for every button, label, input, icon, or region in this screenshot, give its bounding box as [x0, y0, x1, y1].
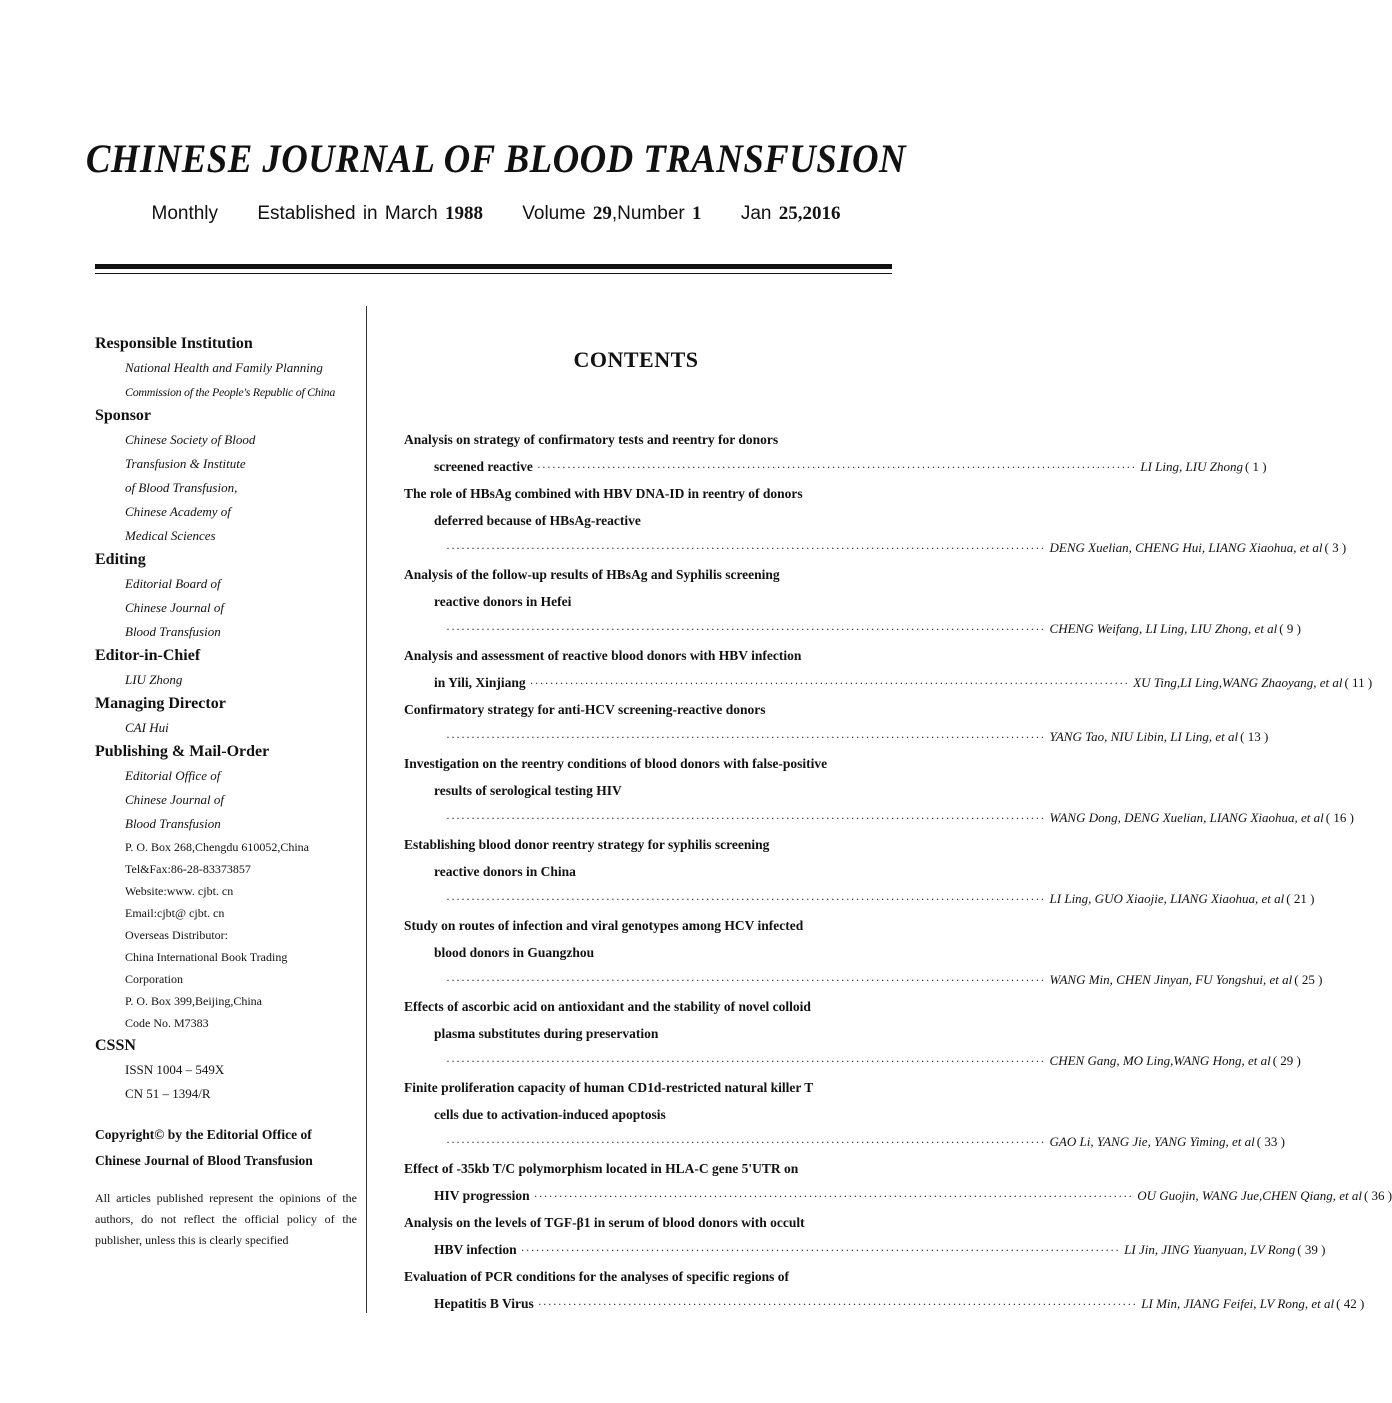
toc-title-line: Establishing blood donor reentry strategy for syphilis screening: [404, 837, 770, 852]
masthead-line: CN 51 – 1394/R: [125, 1086, 211, 1101]
toc-title-tail: HIV progression: [434, 1188, 530, 1203]
toc-authors: CHEN Gang, MO Ling,WANG Hong, et al: [1049, 1053, 1271, 1068]
toc-title-line: deferred because of HBsAg-reactive: [434, 513, 641, 528]
toc-page-number: ( 1 ): [1244, 459, 1267, 474]
toc-page-number: ( 39 ): [1297, 1242, 1326, 1257]
toc-authors: LI Ling, LIU Zhong: [1140, 459, 1243, 474]
toc-entry[interactable]: [404, 480, 1347, 561]
toc-byline: [404, 804, 1354, 831]
toc-page-number: ( 13 ): [1240, 729, 1269, 744]
toc-authors: CHENG Weifang, LI Ling, LIU Zhong, et al: [1049, 621, 1278, 636]
toc-entry[interactable]: [404, 750, 1354, 831]
masthead-line: Transfusion & Institute: [125, 456, 246, 471]
toc-entry[interactable]: [404, 993, 1301, 1074]
masthead-heading: Managing Director: [95, 695, 226, 712]
toc-title-line: Analysis on the levels of TGF-β1 in serum of blood donors with occult: [404, 1215, 805, 1230]
toc-entry[interactable]: [404, 1074, 1285, 1155]
toc-byline: [404, 1047, 1301, 1074]
toc-page-number: ( 29 ): [1272, 1053, 1301, 1068]
toc-byline: [404, 885, 1315, 912]
toc-leader-dots: ························································································································: [446, 1135, 1046, 1149]
toc-leader-dots: ························································································································: [520, 1243, 1121, 1257]
masthead-line: Overseas Distributor:: [125, 928, 228, 942]
masthead-line: National Health and Family Planning: [125, 360, 323, 375]
masthead-line: Blood Transfusion: [125, 624, 221, 639]
masthead-line: Blood Transfusion: [125, 816, 221, 831]
header-rule-thick: [95, 264, 892, 269]
date-year: ,2016: [797, 203, 841, 224]
copyright-notice: [95, 1122, 357, 1174]
toc-title-tail: Hepatitis B Virus: [434, 1296, 534, 1311]
toc-page-number: ( 16 ): [1325, 810, 1354, 825]
toc-byline: [404, 669, 1373, 696]
toc-title-line: Finite proliferation capacity of human CD1d-restricted natural killer T: [404, 1080, 814, 1095]
toc-title-line: reactive donors in Hefei: [434, 594, 572, 609]
header-rule-thin: [95, 273, 892, 274]
toc-authors: OU Guojin, WANG Jue,CHEN Qiang, et al: [1137, 1188, 1362, 1203]
toc-entry[interactable]: [404, 831, 1315, 912]
journal-title: CHINESE JOURNAL OF BLOOD TRANSFUSION: [85, 136, 907, 181]
masthead-line: Editorial Office of: [125, 768, 221, 783]
toc-leader-dots: ························································································································: [529, 676, 1130, 690]
toc-entry[interactable]: [404, 1209, 1326, 1263]
masthead-heading: CSSN: [95, 1037, 136, 1054]
toc-leader-dots: ························································································································: [446, 541, 1046, 555]
toc-leader-dots: ························································································································: [533, 1189, 1134, 1203]
toc-title-tail: HBV infection: [434, 1242, 517, 1257]
toc-page-number: ( 3 ): [1324, 540, 1347, 555]
date-prefix: Jan: [740, 203, 772, 224]
toc-page-number: ( 21 ): [1286, 891, 1315, 906]
copyright-line: Copyright© by the Editorial Office of: [95, 1127, 312, 1142]
copyright-line: Chinese Journal of Blood Transfusion: [95, 1153, 313, 1168]
toc-entry[interactable]: [404, 696, 1269, 750]
toc-entry[interactable]: [404, 1263, 1365, 1317]
masthead: [95, 332, 357, 1251]
toc-byline: [404, 534, 1347, 561]
masthead-heading: Publishing & Mail-Order: [95, 743, 270, 760]
toc-byline: [404, 723, 1269, 750]
toc-title-line: Analysis on strategy of confirmatory tests and reentry for donors: [404, 432, 779, 447]
contents-heading: CONTENTS: [573, 347, 699, 372]
volume-value: 29: [592, 203, 612, 224]
masthead-line: P. O. Box 268,Chengdu 610052,China: [125, 840, 310, 854]
toc-title-line: reactive donors in China: [434, 864, 576, 879]
toc-leader-dots: ························································································································: [446, 892, 1046, 906]
masthead-line: ISSN 1004 – 549X: [125, 1062, 225, 1077]
masthead-line: Email:cjbt@ cjbt. cn: [125, 906, 225, 920]
toc-leader-dots: ························································································································: [446, 622, 1046, 636]
number-value: 1: [692, 203, 702, 224]
toc-title-line: Effect of -35kb T/C polymorphism located in HLA-C gene 5'UTR on: [404, 1161, 799, 1176]
toc-entry[interactable]: [404, 561, 1301, 642]
toc-authors: XU Ting,LI Ling,WANG Zhaoyang, et al: [1133, 675, 1343, 690]
toc-title-tail: in Yili, Xinjiang: [434, 675, 526, 690]
toc-page-number: ( 25 ): [1294, 972, 1323, 987]
toc-leader-dots: ························································································································: [446, 811, 1046, 825]
toc-entry[interactable]: [404, 912, 1323, 993]
masthead-line: of Blood Transfusion,: [125, 480, 238, 495]
masthead-line: P. O. Box 399,Beijing,China: [125, 994, 263, 1008]
toc-authors: LI Jin, JING Yuanyuan, LV Rong: [1124, 1242, 1296, 1257]
toc-authors: LI Ling, GUO Xiaojie, LIANG Xiaohua, et al: [1049, 891, 1285, 906]
toc-authors: LI Min, JIANG Feifei, LV Rong, et al: [1141, 1296, 1335, 1311]
toc-title-line: Analysis of the follow-up results of HBsAg and Syphilis screening: [404, 567, 780, 582]
toc-title-tail: screened reactive: [434, 459, 533, 474]
toc-authors: WANG Min, CHEN Jinyan, FU Yongshui, et al: [1049, 972, 1293, 987]
toc-authors: GAO Li, YANG Jie, YANG Yiming, et al: [1049, 1134, 1255, 1149]
toc-title-line: Investigation on the reentry conditions of blood donors with false-positive: [404, 756, 828, 771]
masthead-line: Chinese Society of Blood: [125, 432, 256, 447]
volume-label: Volume: [522, 203, 586, 224]
masthead-line: Chinese Journal of: [125, 792, 224, 807]
masthead-line: Editorial Board of: [125, 576, 221, 591]
toc-byline: [404, 1182, 1392, 1209]
toc-page-number: ( 11 ): [1344, 675, 1373, 690]
established-year: 1988: [444, 203, 483, 224]
toc-title-line: The role of HBsAg combined with HBV DNA-ID in reentry of donors: [404, 486, 803, 501]
toc-title-line: plasma substitutes during preservation: [434, 1026, 659, 1041]
toc-page-number: ( 36 ): [1363, 1188, 1392, 1203]
toc-leader-dots: ························································································································: [537, 1297, 1138, 1311]
toc-byline: [404, 453, 1267, 480]
toc-leader-dots: ························································································································: [446, 730, 1046, 744]
issue-date: [741, 203, 841, 224]
masthead-heading: Editor-in-Chief: [95, 647, 201, 664]
masthead-line: Code No. M7383: [125, 1016, 209, 1030]
established-prefix: Established in March: [257, 203, 438, 224]
masthead-heading: Editing: [95, 551, 146, 568]
toc-entry[interactable]: [404, 1155, 1392, 1209]
toc-byline: [404, 1236, 1326, 1263]
toc-title-line: blood donors in Guangzhou: [434, 945, 595, 960]
toc-entry[interactable]: [404, 642, 1373, 696]
toc-byline: [404, 615, 1301, 642]
toc-byline: [404, 1290, 1365, 1317]
masthead-line: Chinese Journal of: [125, 600, 224, 615]
toc-page-number: ( 42 ): [1336, 1296, 1365, 1311]
frequency: Monthly: [151, 203, 219, 224]
toc-title-line: Effects of ascorbic acid on antioxidant and the stability of novel colloid: [404, 999, 811, 1014]
toc-title-line: Confirmatory strategy for anti-HCV screening-reactive donors: [404, 702, 766, 717]
masthead-line: China International Book Trading: [125, 950, 288, 964]
toc-title-line: Study on routes of infection and viral genotypes among HCV infected: [404, 918, 804, 933]
toc-leader-dots: ························································································································: [446, 973, 1046, 987]
established: [257, 203, 490, 224]
date-day: 25: [778, 203, 798, 224]
masthead-line: Chinese Academy of: [125, 504, 231, 519]
toc-authors: WANG Dong, DENG Xuelian, LIANG Xiaohua, et al: [1049, 810, 1324, 825]
toc-title-line: Analysis and assessment of reactive blood donors with HBV infection: [404, 648, 802, 663]
toc-byline: [404, 966, 1323, 993]
toc-authors: DENG Xuelian, CHENG Hui, LIANG Xiaohua, et al: [1049, 540, 1323, 555]
toc-title-line: cells due to activation-induced apoptosis: [434, 1107, 666, 1122]
masthead-line: CAI Hui: [125, 720, 169, 735]
toc-page-number: ( 33 ): [1256, 1134, 1285, 1149]
toc-leader-dots: ························································································································: [446, 1054, 1046, 1068]
masthead-heading: Sponsor: [95, 407, 152, 424]
issue-meta-line: [0, 203, 992, 225]
toc-entry[interactable]: [404, 426, 1267, 480]
toc-authors: YANG Tao, NIU Libin, LI Ling, et al: [1049, 729, 1239, 744]
toc-leader-dots: ························································································································: [536, 460, 1137, 474]
toc-title-line: results of serological testing HIV: [434, 783, 622, 798]
column-divider: [366, 306, 367, 1313]
toc-page-number: ( 9 ): [1279, 621, 1301, 636]
toc-title-line: Evaluation of PCR conditions for the analyses of specific regions of: [404, 1269, 790, 1284]
masthead-line: LIU Zhong: [125, 672, 183, 687]
volume-number: [522, 203, 709, 224]
disclaimer: All articles published represent the opinions of the authors, do not reflect the official policy of the publisher, unless this is clearly specified: [95, 1191, 357, 1247]
masthead-line: Website:www. cjbt. cn: [125, 884, 234, 898]
masthead-line: Tel&Fax:86-28-83373857: [125, 862, 251, 876]
masthead-line: Medical Sciences: [125, 528, 216, 543]
toc-byline: [404, 1128, 1285, 1155]
number-label: ,Number: [611, 203, 685, 224]
masthead-heading: Responsible Institution: [95, 335, 253, 352]
masthead-line: Corporation: [125, 972, 183, 986]
masthead-line: Commission of the People's Republic of China: [125, 385, 336, 399]
table-of-contents: [404, 426, 1392, 1317]
